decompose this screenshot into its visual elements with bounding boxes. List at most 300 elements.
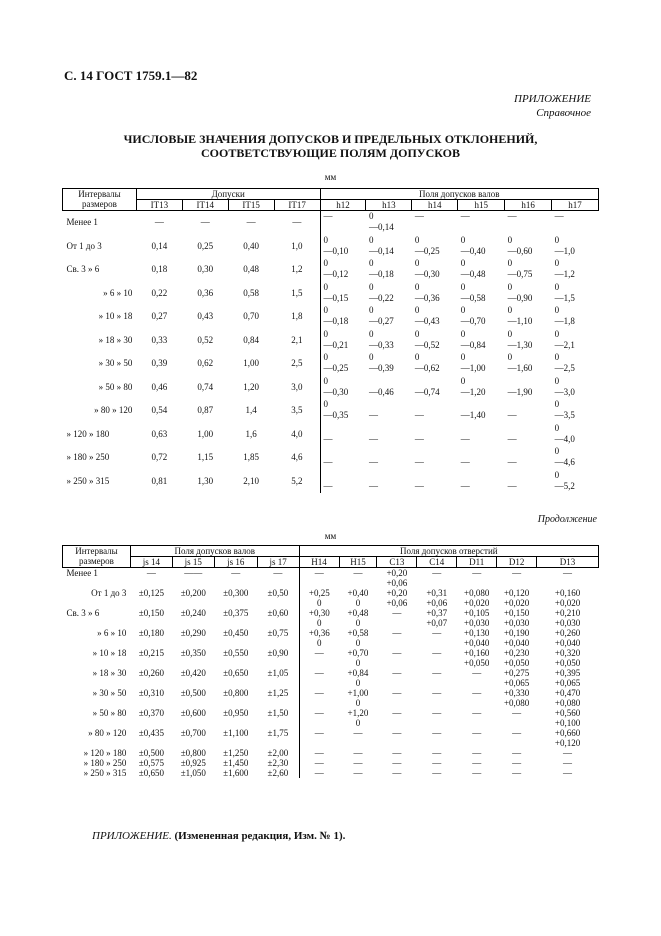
upper-deviation: +0,560 [554, 708, 581, 718]
upper-deviation: ±0,50 [267, 588, 289, 598]
table-cell [412, 235, 458, 259]
table-cell [172, 688, 214, 708]
table-cell [497, 688, 537, 708]
table-cell [412, 211, 458, 235]
column-header: IT13 [136, 200, 182, 211]
upper-deviation [415, 376, 458, 387]
upper-deviation: ±0,500 [180, 688, 206, 698]
title-line-1: ЧИСЛОВЫЕ ЗНАЧЕНИЯ ДОПУСКОВ И ПРЕДЕЛЬНЫХ ОТКЛОНЕНИЙ, [123, 132, 538, 146]
upper-deviation [369, 399, 412, 410]
table-cell: 0,36 [197, 287, 214, 298]
upper-deviation: — [231, 568, 241, 578]
upper-deviation: — [314, 668, 324, 678]
table-cell [505, 446, 552, 470]
upper-deviation: +0,70 [347, 648, 369, 658]
lower-deviation: — [414, 480, 424, 491]
upper-deviation: +0,48 [347, 608, 369, 618]
upper-deviation: — [353, 748, 363, 758]
table-cell: 0,18 [151, 264, 168, 275]
upper-deviation: 0 [368, 305, 374, 315]
upper-deviation: ±0,350 [180, 648, 206, 658]
lower-deviation: +0,100 [554, 718, 581, 728]
upper-deviation: 0 [460, 375, 466, 386]
lower-deviation: +0,030 [503, 618, 530, 628]
table-cell [412, 282, 458, 306]
upper-deviation: — [563, 748, 573, 758]
table-cell [214, 628, 257, 648]
lower-deviation: +0,040 [464, 638, 490, 648]
upper-deviation: — [512, 728, 522, 738]
table-cell [458, 211, 505, 235]
table-cell [505, 470, 552, 494]
upper-deviation: — [512, 768, 522, 778]
lower-deviation: +0,020 [554, 598, 581, 608]
lower-deviation: 0 [317, 638, 322, 648]
table-cell [457, 768, 497, 778]
table-cell [339, 758, 377, 768]
table-cell [552, 423, 599, 447]
table-cell [214, 648, 257, 668]
table-cell [299, 688, 339, 708]
table-cell: 1,85 [243, 452, 260, 463]
table-cell [172, 758, 214, 768]
table-cell [366, 423, 412, 447]
lower-deviation [555, 222, 599, 233]
upper-deviation: 0 [368, 234, 374, 245]
lower-deviation: — [507, 480, 517, 491]
upper-deviation: ±0,150 [138, 608, 164, 618]
table-cell [537, 628, 599, 648]
table-cell [257, 628, 299, 648]
upper-deviation: ±0,700 [180, 728, 206, 738]
table-cell [377, 768, 417, 778]
upper-deviation: ±0,800 [180, 748, 206, 758]
table-cell [537, 668, 599, 688]
table-cell [299, 768, 339, 778]
upper-deviation: — [353, 768, 363, 778]
table-cell: — [154, 217, 164, 228]
table-cell [339, 668, 377, 688]
upper-deviation: — [392, 748, 402, 758]
upper-deviation: 0 [368, 328, 374, 339]
table-row [63, 568, 599, 589]
lower-deviation: —3,0 [554, 386, 575, 397]
table-cell: — [246, 217, 256, 228]
column-header: h14 [412, 200, 458, 211]
table-cell [505, 399, 552, 423]
table-cell [299, 668, 339, 688]
table-cell [320, 399, 366, 423]
upper-deviation: — [432, 688, 442, 698]
upper-deviation: ±0,435 [138, 728, 164, 738]
upper-deviation: — [472, 668, 482, 678]
header-tolerances: Допуски [136, 189, 320, 200]
row-label: » 80 » 120 [94, 405, 133, 416]
upper-deviation: ±0,650 [223, 668, 249, 678]
table-cell [458, 352, 505, 376]
upper-deviation: — [392, 708, 402, 718]
table-cell: 0,52 [197, 334, 214, 345]
lower-deviation: — [414, 457, 424, 467]
table-cell [458, 470, 505, 494]
lower-deviation: —0,43 [414, 316, 440, 326]
upper-deviation: 0 [554, 234, 560, 245]
column-header: IT17 [274, 200, 320, 211]
upper-deviation: — [563, 758, 573, 768]
table-cell [537, 708, 599, 728]
lower-deviation: 0 [355, 698, 361, 708]
table-cell [458, 329, 505, 353]
upper-deviation: 0 [368, 258, 374, 268]
upper-deviation: — [472, 728, 482, 738]
table-row [63, 728, 599, 748]
table-cell [417, 668, 457, 688]
table-cell [552, 399, 599, 423]
row-label: » 10 » 18 [92, 648, 127, 658]
table-cell [320, 329, 366, 353]
table-cell [497, 728, 537, 748]
table-cell [214, 588, 257, 608]
lower-deviation: —2,5 [554, 363, 575, 373]
upper-deviation: +0,130 [464, 628, 490, 638]
upper-deviation: — [512, 758, 522, 768]
table-cell [417, 648, 457, 668]
column-header: D11 [457, 557, 497, 568]
table-cell [299, 648, 339, 668]
lower-deviation: —0,25 [323, 363, 349, 373]
lower-deviation: +0,06 [386, 578, 408, 588]
upper-deviation [508, 423, 552, 434]
lower-deviation: —0,40 [460, 245, 486, 256]
lower-deviation: —0,22 [368, 292, 394, 303]
lower-deviation: —1,8 [554, 316, 575, 326]
table-cell [458, 258, 505, 282]
table-cell [172, 648, 214, 668]
upper-deviation: 0 [414, 234, 420, 245]
column-header: D13 [537, 557, 599, 568]
upper-deviation: — [432, 758, 442, 768]
table-cell [377, 688, 417, 708]
row-label: » 30 » 50 [98, 358, 133, 369]
table-cell: 0,14 [151, 240, 168, 251]
lower-deviation: —1,2 [554, 269, 575, 279]
upper-deviation: — [432, 668, 442, 678]
lower-deviation: +0,080 [503, 698, 530, 708]
table-cell: 1,5 [291, 287, 303, 298]
table-cell [320, 305, 366, 329]
table-cell [339, 768, 377, 778]
table-cell [377, 588, 417, 608]
table-cell [552, 446, 599, 470]
upper-deviation: 0 [460, 258, 466, 268]
lower-deviation: —0,74 [414, 386, 440, 397]
row-label: » 18 » 30 [98, 334, 133, 345]
table-row [63, 282, 599, 306]
table-cell [366, 282, 412, 306]
table-cell: — [292, 217, 302, 228]
table-cell [172, 768, 214, 778]
upper-deviation [508, 470, 552, 481]
upper-deviation: — [563, 568, 573, 578]
table-cell [299, 628, 339, 648]
table-cell [257, 688, 299, 708]
upper-deviation: 0 [554, 258, 560, 268]
upper-deviation: — [392, 728, 402, 738]
table-cell: 1,0 [291, 240, 303, 251]
table-cell [377, 648, 417, 668]
upper-deviation: 0 [460, 352, 466, 362]
table-row [63, 329, 599, 353]
upper-deviation: +0,320 [554, 648, 581, 658]
lower-deviation: —0,75 [507, 269, 533, 279]
table-cell [214, 568, 257, 589]
upper-deviation: ±1,600 [223, 768, 249, 778]
upper-deviation [369, 446, 412, 457]
table-cell [458, 282, 505, 306]
upper-deviation: — [414, 211, 424, 221]
upper-deviation: ±0,60 [267, 608, 289, 618]
table-cell [505, 329, 552, 353]
table-cell [497, 748, 537, 758]
table-cell [339, 648, 377, 668]
table-cell [412, 305, 458, 329]
upper-deviation: +0,25 [308, 588, 330, 598]
tolerance-table-2 [62, 545, 599, 778]
table-cell [537, 688, 599, 708]
table-cell [377, 748, 417, 758]
upper-deviation: +0,260 [554, 628, 581, 638]
lower-deviation: 0 [355, 598, 361, 608]
lower-deviation: —0,10 [323, 245, 349, 256]
upper-deviation [461, 423, 505, 434]
lower-deviation: —1,5 [554, 292, 575, 303]
table-cell [257, 748, 299, 758]
table-cell [257, 728, 299, 748]
lower-deviation: — [323, 433, 333, 444]
table-cell [172, 608, 214, 628]
upper-deviation [415, 470, 458, 481]
column-header: C13 [377, 557, 417, 568]
upper-deviation: +0,37 [426, 608, 448, 618]
lower-deviation: — [507, 457, 517, 467]
table-cell [214, 708, 257, 728]
row-label: Менее 1 [66, 568, 98, 578]
title-line-2: СООТВЕТСТВУЮЩИЕ ПОЛЯМ ДОПУСКОВ [200, 146, 461, 160]
upper-deviation: ±0,310 [138, 688, 164, 698]
table-cell [339, 568, 377, 589]
upper-deviation: ±1,250 [223, 748, 249, 758]
upper-deviation: ±0,90 [267, 648, 289, 658]
row-label: » 120 » 180 [66, 428, 110, 439]
column-header: js 17 [257, 557, 299, 568]
table-cell [130, 628, 172, 648]
upper-deviation: — [314, 768, 324, 778]
table-cell [320, 211, 366, 235]
table-row [63, 211, 599, 235]
upper-deviation: — [432, 768, 442, 778]
upper-deviation: 0 [460, 234, 466, 245]
table-cell [130, 758, 172, 768]
table-cell [172, 628, 214, 648]
upper-deviation: ±0,180 [138, 628, 164, 638]
upper-deviation: 0 [368, 211, 374, 221]
upper-deviation: 0 [507, 258, 513, 268]
lower-deviation: +0,080 [554, 698, 581, 708]
table-cell [257, 758, 299, 768]
upper-deviation: 0 [323, 281, 329, 292]
upper-deviation: +0,160 [464, 648, 490, 658]
column-header: D12 [497, 557, 537, 568]
lower-deviation: —0,12 [323, 269, 349, 279]
lower-deviation: —4,6 [554, 457, 575, 467]
lower-deviation: —0,36 [414, 292, 440, 303]
lower-deviation: —1,20 [460, 386, 486, 397]
table-row [63, 608, 599, 628]
upper-deviation: ±1,100 [223, 728, 249, 738]
table-cell [458, 305, 505, 329]
lower-deviation: —0,33 [368, 339, 394, 350]
upper-deviation: +0,160 [554, 588, 581, 598]
lower-deviation: —1,60 [507, 363, 533, 373]
table-cell [412, 446, 458, 470]
upper-deviation: +0,58 [347, 628, 369, 638]
table-cell [366, 211, 412, 235]
table-cell [320, 470, 366, 494]
table-cell [552, 258, 599, 282]
table-cell [377, 628, 417, 648]
lower-deviation: —0,62 [414, 363, 440, 373]
lower-deviation: —1,40 [460, 410, 486, 420]
upper-deviation: — [554, 211, 564, 221]
table-cell [257, 668, 299, 688]
upper-deviation: ±0,375 [223, 608, 249, 618]
row-label: » 180 » 250 [83, 758, 127, 768]
lower-deviation: —0,27 [368, 316, 394, 326]
table-cell [214, 758, 257, 768]
table-cell [366, 352, 412, 376]
table-cell [412, 352, 458, 376]
upper-deviation: — [392, 628, 402, 638]
lower-deviation: —0,70 [460, 316, 486, 326]
upper-deviation: 0 [323, 305, 329, 315]
column-header: h13 [366, 200, 412, 211]
upper-deviation: ±0,925 [180, 758, 206, 768]
lower-deviation: +0,065 [503, 678, 530, 688]
upper-deviation [415, 399, 458, 410]
upper-deviation: +0,31 [426, 588, 448, 598]
table-cell [505, 376, 552, 400]
upper-deviation: — [314, 648, 324, 658]
table-cell [497, 768, 537, 778]
table-cell [377, 728, 417, 748]
lower-deviation: 0 [355, 678, 361, 688]
upper-deviation: ±0,260 [138, 668, 164, 678]
upper-deviation: 0 [507, 305, 513, 315]
lower-deviation: —1,0 [554, 245, 575, 256]
table-cell [457, 608, 497, 628]
upper-deviation: 0 [323, 352, 329, 362]
table-cell [552, 329, 599, 353]
table-row [63, 588, 599, 608]
upper-deviation: — [563, 768, 573, 778]
lower-deviation: +0,06 [426, 598, 448, 608]
upper-deviation: +0,210 [554, 608, 581, 618]
upper-deviation: 0 [554, 328, 560, 339]
lower-deviation: — [323, 457, 333, 467]
upper-deviation: ±0,240 [180, 608, 206, 618]
table-cell: 1,00 [243, 358, 260, 369]
column-header: js 16 [214, 557, 257, 568]
appendix-label [514, 92, 591, 120]
upper-deviation: +0,080 [464, 588, 490, 598]
lower-deviation: —0,25 [414, 245, 440, 256]
table-row [63, 235, 599, 259]
table-cell [130, 688, 172, 708]
table-cell [457, 668, 497, 688]
footnote-label: ПРИЛОЖЕНИЕ. [92, 830, 172, 842]
upper-deviation: ±0,125 [138, 588, 164, 598]
table-row [63, 470, 599, 494]
upper-deviation: 0 [323, 399, 329, 409]
lower-deviation: — [368, 457, 378, 467]
table-row [63, 758, 599, 768]
upper-deviation: ±0,600 [180, 708, 206, 718]
table-cell [320, 258, 366, 282]
table-cell: 0,25 [197, 240, 214, 251]
appendix-subtitle: Справочное [536, 107, 591, 119]
table-cell: 4,0 [291, 428, 303, 439]
upper-deviation: — [392, 668, 402, 678]
lower-deviation: — [368, 480, 378, 491]
lower-deviation: —2,1 [554, 339, 575, 350]
upper-deviation: — [314, 568, 324, 578]
header-intervals: Интервалы размеров [63, 546, 131, 568]
table-cell [537, 748, 599, 758]
upper-deviation [415, 446, 458, 457]
upper-deviation: — [392, 608, 402, 618]
upper-deviation: 0 [507, 352, 513, 362]
upper-deviation: —— [184, 568, 203, 578]
table-cell [505, 305, 552, 329]
upper-deviation [461, 446, 505, 457]
lower-deviation: —1,30 [507, 339, 533, 350]
upper-deviation: — [392, 688, 402, 698]
upper-deviation: ±0,800 [223, 688, 249, 698]
row-label: » 50 » 80 [92, 708, 127, 718]
row-label: » 80 » 120 [88, 728, 127, 738]
table-cell [339, 728, 377, 748]
upper-deviation: ±0,75 [267, 628, 289, 638]
upper-deviation: ±1,25 [267, 688, 289, 698]
lower-deviation: —0,18 [368, 269, 394, 279]
upper-deviation: — [392, 648, 402, 658]
table-cell [497, 708, 537, 728]
table-cell: 1,4 [245, 405, 257, 416]
table-cell [412, 399, 458, 423]
table-cell [172, 588, 214, 608]
lower-deviation: 0 [355, 618, 361, 628]
table-cell [458, 235, 505, 259]
table-cell [366, 376, 412, 400]
table-cell [458, 446, 505, 470]
upper-deviation: +0,470 [554, 688, 581, 698]
table-cell [457, 758, 497, 768]
table-cell: 3,5 [291, 405, 303, 416]
lower-deviation: 0 [355, 658, 361, 668]
table-cell [257, 708, 299, 728]
upper-deviation: ±2,00 [267, 748, 289, 758]
upper-deviation: 0 [554, 446, 560, 456]
